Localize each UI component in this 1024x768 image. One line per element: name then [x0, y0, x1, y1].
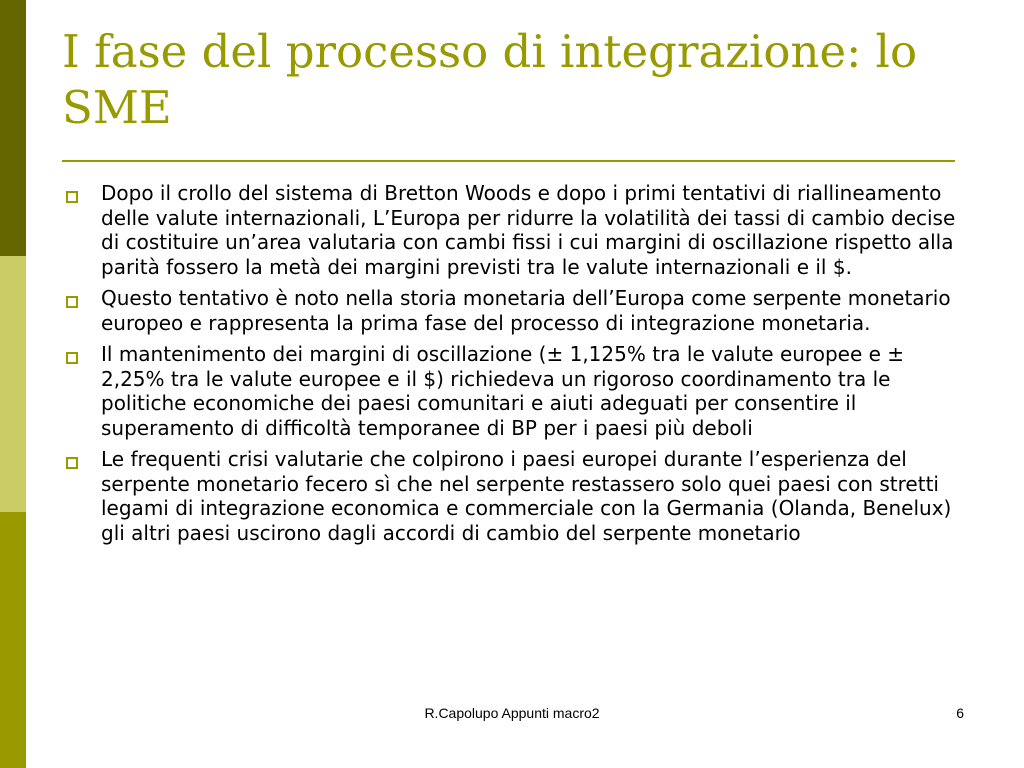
bullet-text: Il mantenimento dei margini di oscillazione (± 1,125% tra le valute europee e ± 2,25% tra le valute europee e il $) richiedeva un rigoroso coordinamento tra le politiche economiche dei paesi comunitari e aiuti adeguati per consentire il superamento di difficoltà temporanee di BP per i paesi più deboli	[101, 342, 905, 440]
title-divider	[62, 160, 955, 162]
bullet-text: Questo tentativo è noto nella storia monetaria dell’Europa come serpente monetario europeo e rappresenta la prima fase del processo di integrazione monetaria.	[101, 286, 951, 335]
square-bullet-icon	[66, 457, 78, 469]
page-number: 6	[956, 705, 964, 721]
square-bullet-icon	[66, 296, 78, 308]
square-bullet-icon	[66, 352, 78, 364]
sidebar-band-light	[0, 256, 26, 512]
square-bullet-icon	[66, 191, 78, 203]
bullet-list	[62, 181, 972, 552]
bullet-item	[62, 286, 972, 335]
bullet-item	[62, 342, 972, 440]
bullet-text: Dopo il crollo del sistema di Bretton Woods e dopo i primi tentativi di riallineamento delle valute internazionali, L’Europa per ridurre la volatilità dei tassi di cambio decise di costituire un’area valutaria con cambi fissi i cui margini di oscillazione rispetto alla parità fossero la metà dei margini previsti tra le valute internazionali e il $.	[101, 181, 956, 279]
sidebar-band-mid	[0, 512, 26, 768]
slide-title: I fase del processo di integrazione: lo SME	[62, 25, 918, 134]
sidebar-decoration	[0, 0, 26, 768]
bullet-item	[62, 181, 972, 279]
slide-footer: R.Capolupo Appunti macro2	[424, 705, 600, 721]
bullet-item	[62, 447, 972, 545]
bullet-text: Le frequenti crisi valutarie che colpirono i paesi europei durante l’esperienza del serpente monetario fecero sì che nel serpente restassero solo quei paesi con stretti legami di integrazione economica e commerciale con la Germania (Olanda, Benelux) gli altri paesi uscirono dagli accordi di cambio del serpente monetario	[101, 447, 952, 545]
sidebar-band-dark	[0, 0, 26, 256]
